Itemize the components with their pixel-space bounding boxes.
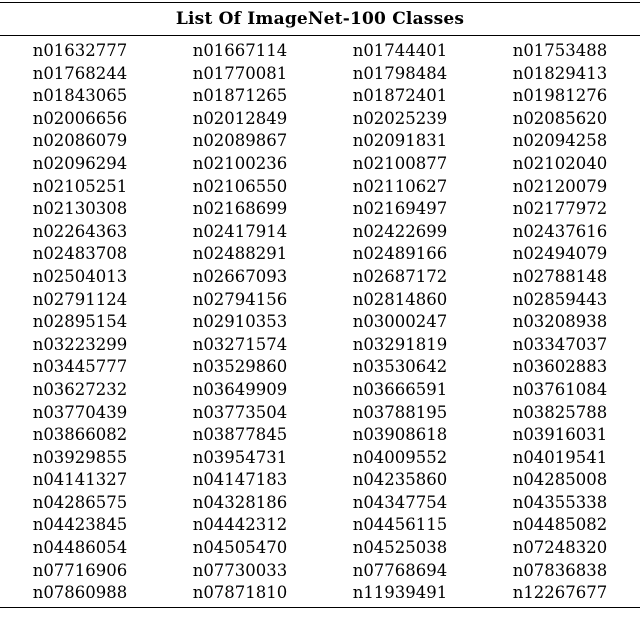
table-cell: n03929855 xyxy=(32,447,128,467)
table-cell: n04423845 xyxy=(32,515,128,535)
table-cell: n02120079 xyxy=(512,176,608,196)
table-cell: n02264363 xyxy=(32,221,128,241)
table-cell: n02417914 xyxy=(192,221,288,241)
table-cell: n04147183 xyxy=(192,470,288,490)
table-cell: n02488291 xyxy=(192,244,288,264)
table-cell: n02910353 xyxy=(192,312,288,332)
table-row xyxy=(0,85,640,108)
table-cell: n04347754 xyxy=(352,492,448,512)
table-cell: n04525038 xyxy=(352,538,448,558)
table-cell: n04442312 xyxy=(192,515,288,535)
table-row xyxy=(0,198,640,221)
table-cell: n02667093 xyxy=(192,266,288,286)
table-cell: n04486054 xyxy=(32,538,128,558)
table-cell: n01744401 xyxy=(352,41,448,60)
table-cell: n02100236 xyxy=(192,153,288,173)
table-cell: n03271574 xyxy=(192,334,288,354)
table-body xyxy=(0,36,640,607)
table-row xyxy=(0,379,640,402)
table-cell: n02096294 xyxy=(32,153,128,173)
table-cell: n03761084 xyxy=(512,379,608,399)
table-cell: n03000247 xyxy=(352,312,448,332)
table-cell: n04009552 xyxy=(352,447,448,467)
table-cell: n03602883 xyxy=(512,357,608,377)
table-cell: n04505470 xyxy=(192,538,288,558)
table-cell: n01770081 xyxy=(192,63,288,83)
table-row xyxy=(0,514,640,537)
table-cell: n02168699 xyxy=(192,199,288,219)
table-cell: n02106550 xyxy=(192,176,288,196)
table-row xyxy=(0,469,640,492)
table-cell: n02094258 xyxy=(512,131,608,151)
table-cell: n02012849 xyxy=(192,108,288,128)
table-cell: n04235860 xyxy=(352,470,448,490)
table-cell: n01843065 xyxy=(32,86,128,106)
table-row xyxy=(0,40,640,63)
table-cell: n03347037 xyxy=(512,334,608,354)
table-row xyxy=(0,402,640,425)
table-cell: n07248320 xyxy=(512,538,608,558)
table-cell: n02483708 xyxy=(32,244,128,264)
table-row xyxy=(0,424,640,447)
table-cell: n04019541 xyxy=(512,447,608,467)
imagenet-class-table xyxy=(0,2,640,608)
table-cell: n07860988 xyxy=(32,583,128,603)
table-cell: n07716906 xyxy=(32,560,128,580)
table-cell: n03773504 xyxy=(192,402,288,422)
table-cell: n02437616 xyxy=(512,221,608,241)
table-cell: n03208938 xyxy=(512,312,608,332)
table-cell: n01798484 xyxy=(352,63,448,83)
table-cell: n01981276 xyxy=(512,86,608,106)
table-cell: n02895154 xyxy=(32,312,128,332)
table-cell: n03916031 xyxy=(512,425,608,445)
table-cell: n01829413 xyxy=(512,63,608,83)
table-row xyxy=(0,243,640,266)
table-cell: n07768694 xyxy=(352,560,448,580)
table-cell: n03529860 xyxy=(192,357,288,377)
table-row xyxy=(0,153,640,176)
table-cell: n04355338 xyxy=(512,492,608,512)
table-cell: n04485082 xyxy=(512,515,608,535)
table-cell: n02489166 xyxy=(352,244,448,264)
table-cell: n03445777 xyxy=(32,357,128,377)
table-cell: n01753488 xyxy=(512,41,608,60)
table-cell: n03223299 xyxy=(32,334,128,354)
table-cell: n07836838 xyxy=(512,560,608,580)
table-row xyxy=(0,176,640,199)
table-cell: n07730033 xyxy=(192,560,288,580)
table-cell: n03291819 xyxy=(352,334,448,354)
table-caption: List Of ImageNet-100 Classes xyxy=(175,9,465,29)
table-cell: n02025239 xyxy=(352,108,448,128)
table-cell: n03627232 xyxy=(32,379,128,399)
table-cell: n02100877 xyxy=(352,153,448,173)
table-cell: n12267677 xyxy=(512,583,608,603)
table-cell: n03908618 xyxy=(352,425,448,445)
table-cell: n03954731 xyxy=(192,447,288,467)
table-row xyxy=(0,108,640,131)
table-cell: n02105251 xyxy=(32,176,128,196)
table-row xyxy=(0,63,640,86)
table-cell: n04456115 xyxy=(352,515,448,535)
table-cell: n03825788 xyxy=(512,402,608,422)
table-row xyxy=(0,289,640,312)
table-cell: n02687172 xyxy=(352,266,448,286)
table-cell: n04141327 xyxy=(32,470,128,490)
table-cell: n11939491 xyxy=(352,583,448,603)
table-row xyxy=(0,334,640,357)
table-cell: n03649909 xyxy=(192,379,288,399)
table-cell: n02006656 xyxy=(32,108,128,128)
table-row xyxy=(0,560,640,583)
table-cell: n02791124 xyxy=(32,289,128,309)
table-cell: n01872401 xyxy=(352,86,448,106)
table-cell: n02504013 xyxy=(32,266,128,286)
table-cell: n02422699 xyxy=(352,221,448,241)
table-row xyxy=(0,537,640,560)
table-cell: n02091831 xyxy=(352,131,448,151)
table-cell: n02177972 xyxy=(512,199,608,219)
table-cell: n02494079 xyxy=(512,244,608,264)
table-cell: n04286575 xyxy=(32,492,128,512)
table-cell: n07871810 xyxy=(192,583,288,603)
table-row xyxy=(0,130,640,153)
bottom-rule xyxy=(0,607,640,608)
table-cell: n03788195 xyxy=(352,402,448,422)
table-cell: n02086079 xyxy=(32,131,128,151)
table-cell: n03666591 xyxy=(352,379,448,399)
table-row xyxy=(0,221,640,244)
table-row xyxy=(0,356,640,379)
table-cell: n02110627 xyxy=(352,176,448,196)
table-cell: n02788148 xyxy=(512,266,608,286)
table-cell: n04285008 xyxy=(512,470,608,490)
table-cell: n03877845 xyxy=(192,425,288,445)
table-cell: n02169497 xyxy=(352,199,448,219)
table-cell: n03866082 xyxy=(32,425,128,445)
table-cell: n02089867 xyxy=(192,131,288,151)
table-cell: n01632777 xyxy=(32,41,128,60)
table-row xyxy=(0,311,640,334)
table-row xyxy=(0,266,640,289)
table-cell: n02085620 xyxy=(512,108,608,128)
table-cell: n01871265 xyxy=(192,86,288,106)
table-row xyxy=(0,447,640,470)
table-cell: n02102040 xyxy=(512,153,608,173)
table-row xyxy=(0,582,640,605)
table-cell: n04328186 xyxy=(192,492,288,512)
table-cell: n02859443 xyxy=(512,289,608,309)
table-cell: n03530642 xyxy=(352,357,448,377)
table-cell: n01768244 xyxy=(32,63,128,83)
table-cell: n02814860 xyxy=(352,289,448,309)
table-cell: n02130308 xyxy=(32,199,128,219)
table-row xyxy=(0,492,640,515)
table-cell: n03770439 xyxy=(32,402,128,422)
table-cell: n01667114 xyxy=(192,41,288,60)
table-cell: n02794156 xyxy=(192,289,288,309)
